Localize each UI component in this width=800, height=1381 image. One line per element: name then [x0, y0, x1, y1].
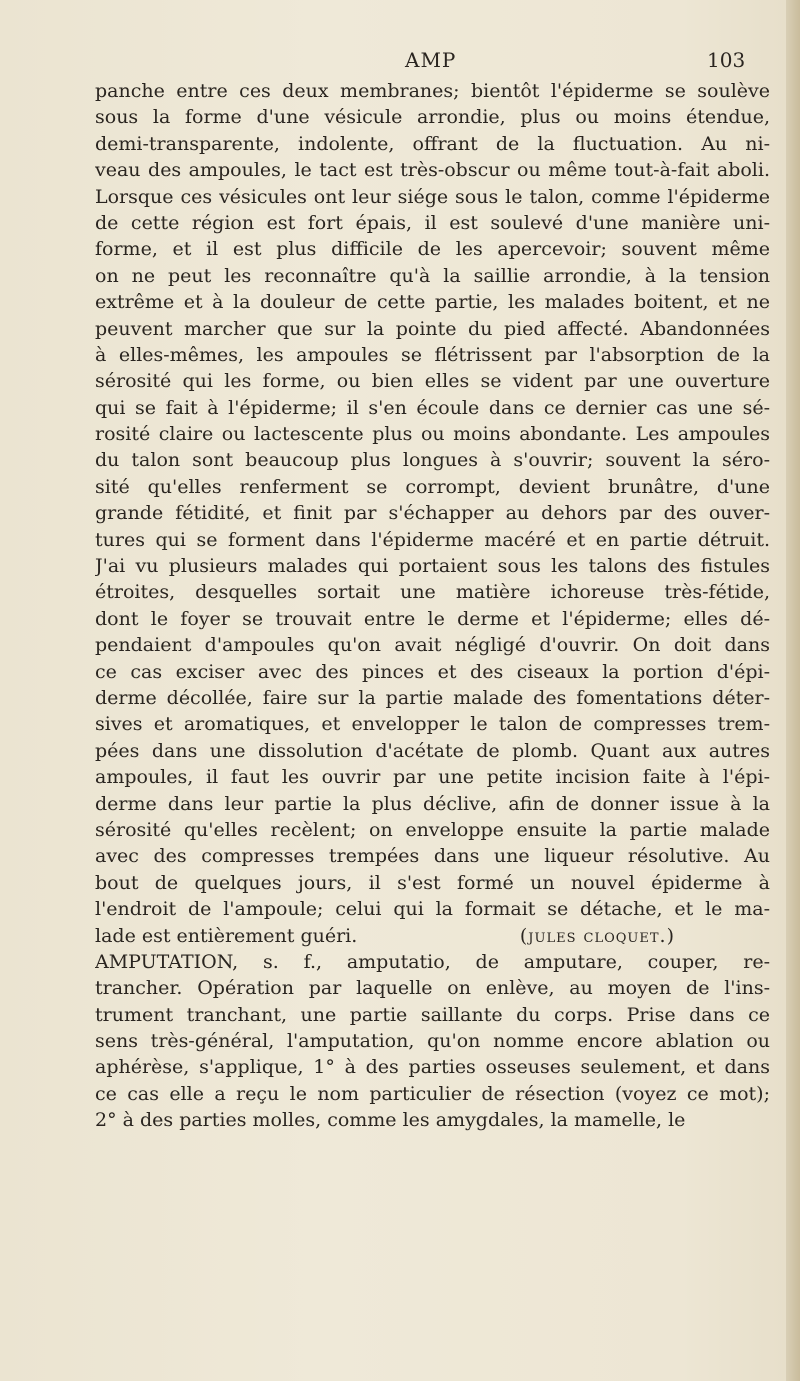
text-line: sives et aromatiques, et envelopper le talon de compresses trem- — [95, 713, 770, 736]
author-signature: (jules cloquet.) — [519, 924, 675, 947]
text-line: extrême et à la douleur de cette partie, les malades boitent, et ne — [95, 291, 770, 314]
text-line: tures qui se forment dans l'épiderme macéré et en partie détruit. — [95, 528, 770, 551]
text-line: à elles-mêmes, les ampoules se flétrissent par l'absorption de la — [95, 343, 770, 366]
text-line: Lorsque ces vésicules ont leur siége sous le talon, comme l'épiderme — [95, 185, 770, 208]
text-line: forme, et il est plus difficile de les apercevoir; souvent même — [95, 238, 770, 261]
entry-line: ce cas elle a reçu le nom particulier de résection (voyez ce mot); — [95, 1082, 770, 1105]
text-line: on ne peut les reconnaître qu'à la saillie arrondie, à la tension — [95, 264, 770, 287]
text-line-last — [95, 923, 770, 949]
text-line: qui se fait à l'épiderme; il s'en écoule dans ce dernier cas une sé- — [95, 396, 770, 419]
text-line: grande fétidité, et finit par s'échapper au dehors par des ouver- — [95, 502, 770, 525]
page-edge — [786, 0, 800, 1381]
text-line: ampoules, il faut les ouvrir par une petite incision faite à l'épi- — [95, 766, 770, 789]
text-line: ce cas exciser avec des pinces et des ciseaux la portion d'épi- — [95, 660, 770, 683]
entry-line: aphérèse, s'applique, 1° à des parties osseuses seulement, et dans — [95, 1056, 770, 1079]
text-line: sérosité qui les forme, ou bien elles se vident par une ouverture — [95, 370, 770, 393]
text-line: sité qu'elles renferment se corrompt, devient brunâtre, d'une — [95, 475, 770, 498]
body-text — [95, 78, 770, 1134]
entry-headword-line: AMPUTATION, s. f., amputatio, de amputare, couper, re- — [95, 950, 770, 973]
page-number: 103 — [707, 48, 746, 72]
text-line: bout de quelques jours, il s'est formé un nouvel épiderme à — [95, 871, 770, 894]
entry-line: trancher. Opération par laquelle on enlève, au moyen de l'ins- — [95, 977, 770, 1000]
paragraph-end: lade est entièrement guéri. — [95, 924, 358, 947]
text-line: derme dans leur partie la plus déclive, afin de donner issue à la — [95, 792, 770, 815]
text-line: veau des ampoules, le tact est très-obscur ou même tout-à-fait aboli. — [95, 159, 770, 182]
text-line: panche entre ces deux membranes; bientôt l'épiderme se soulève — [95, 80, 770, 102]
text-line: du talon sont beaucoup plus longues à s'ouvrir; souvent la séro- — [95, 449, 770, 472]
text-line: sous la forme d'une vésicule arrondie, plus ou moins étendue, — [95, 106, 770, 129]
text-line: de cette région est fort épais, il est soulevé d'une manière uni- — [95, 211, 770, 234]
text-line: pées dans une dissolution d'acétate de plomb. Quant aux autres — [95, 739, 770, 762]
text-line: étroites, desquelles sortait une matière ichoreuse très-fétide, — [95, 581, 770, 604]
text-line: derme décollée, faire sur la partie malade des fomentations déter- — [95, 686, 770, 709]
text-line: l'endroit de l'ampoule; celui qui la formait se détache, et le ma- — [95, 898, 770, 921]
text-line: avec des compresses trempées dans une liqueur résolutive. Au — [95, 845, 770, 868]
text-line: pendaient d'ampoules qu'on avait négligé d'ouvrir. On doit dans — [95, 634, 770, 657]
text-line: sérosité qu'elles recèlent; on enveloppe ensuite la partie malade — [95, 818, 770, 841]
entry-line: sens très-général, l'amputation, qu'on nomme encore ablation ou — [95, 1030, 770, 1053]
entry-line: trument tranchant, une partie saillante du corps. Prise dans ce — [95, 1003, 770, 1026]
page-header — [80, 48, 780, 78]
entry-line: 2° à des parties molles, comme les amygdales, la mamelle, le — [95, 1109, 686, 1132]
text-line: peuvent marcher que sur la pointe du pied affecté. Abandonnées — [95, 317, 770, 340]
text-line: J'ai vu plusieurs malades qui portaient sous les talons des fistules — [95, 555, 770, 578]
running-head: AMP — [405, 48, 457, 72]
text-line: rosité claire ou lactescente plus ou moins abondante. Les ampoules — [95, 423, 770, 446]
text-line: dont le foyer se trouvait entre le derme et l'épiderme; elles dé- — [95, 607, 770, 630]
text-line: demi-transparente, indolente, offrant de la fluctuation. Au ni- — [95, 132, 770, 155]
